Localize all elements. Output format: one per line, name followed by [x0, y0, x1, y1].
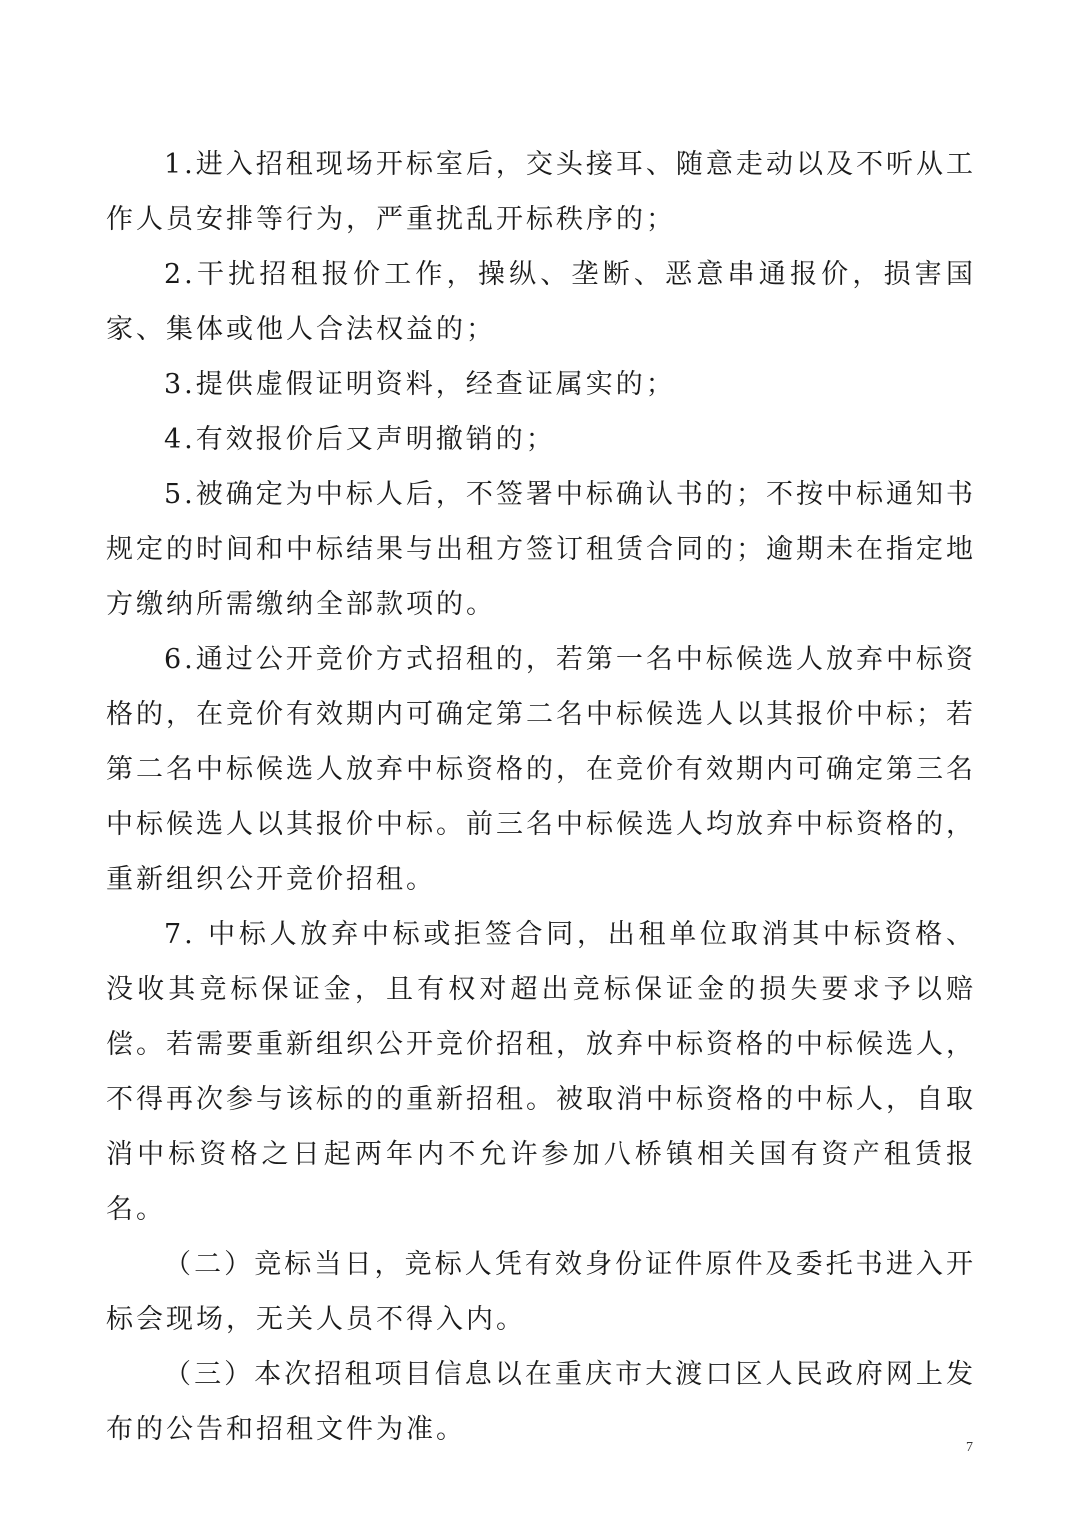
- paragraph-item-6: 6.通过公开竞价方式招租的，若第一名中标候选人放弃中标资格的，在竞价有效期内可确定第二名中标候选人以其报价中标；若第二名中标候选人放弃中标资格的，在竞价有效期内可确定第三名中标候选人以其报价中标。前三名中标候选人均放弃中标资格的，重新组织公开竞价招租。: [106, 644, 976, 895]
- document-body: [106, 137, 976, 1457]
- paragraph-item-3: 3.提供虚假证明资料，经查证属实的；: [164, 369, 676, 400]
- paragraph-item-5: 5.被确定为中标人后，不签署中标确认书的；不按中标通知书规定的时间和中标结果与出租方签订租赁合同的；逾期未在指定地方缴纳所需缴纳全部款项的。: [106, 479, 976, 620]
- paragraph-item-7: 7. 中标人放弃中标或拒签合同，出租单位取消其中标资格、没收其竞标保证金，且有权对超出竞标保证金的损失要求予以赔偿。若需要重新组织公开竞价招租，放弃中标资格的中标候选人，不得再次参与该标的的重新招租。被取消中标资格的中标人，自取消中标资格之日起两年内不允许参加八桥镇相关国有资产租赁报名。: [106, 919, 976, 1225]
- paragraph-item-4: 4.有效报价后又声明撤销的；: [164, 424, 556, 455]
- paragraph-section-3: （三）本次招租项目信息以在重庆市大渡口区人民政府网上发布的公告和招租文件为准。: [106, 1359, 976, 1445]
- paragraph-item-1: 1.进入招租现场开标室后，交头接耳、随意走动以及不听从工作人员安排等行为，严重扰乱开标秩序的；: [106, 149, 976, 235]
- paragraph-item-2: 2.干扰招租报价工作，操纵、垄断、恶意串通报价，损害国家、集体或他人合法权益的；: [106, 259, 976, 345]
- page-number: 7: [966, 1440, 973, 1455]
- paragraph-section-2: （二）竞标当日，竞标人凭有效身份证件原件及委托书进入开标会现场，无关人员不得入内。: [106, 1249, 976, 1335]
